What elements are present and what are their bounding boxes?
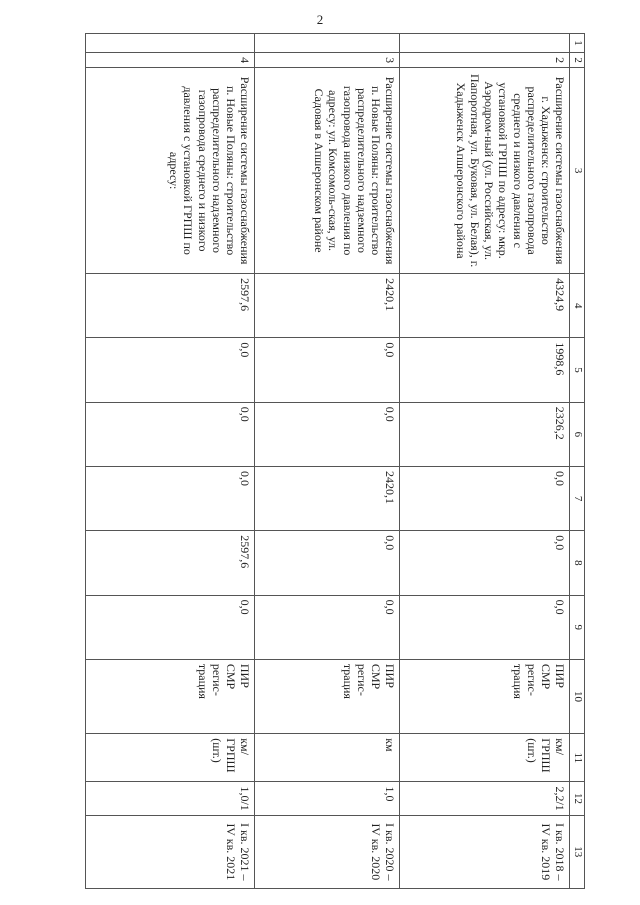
stage-label: регис- — [354, 663, 369, 696]
stage-label: ПИР — [553, 663, 567, 688]
amount-2019: 0,0 — [86, 402, 255, 466]
amount-2020: 2420,1 — [255, 466, 400, 530]
amount-2021: 0,0 — [255, 531, 400, 595]
implementation-period: I кв. 2020 – IV кв. 2020 — [255, 815, 400, 888]
stage-label: трация — [195, 663, 210, 699]
project-description: Расширение системы газоснабжения г. Хадыженск: строительство распределительного газопровода среднего и низкого давления с установкой ГРПШ по адресу: мкр. Аэродром-ный (ул. Российская, ул. Папоротная, ул. Буковая, ул. Белая), г. Хадыженск Апшеронского района — [400, 68, 570, 274]
implementation-period: I кв. 2021 – IV кв. 2021 — [86, 815, 255, 888]
program-table — [85, 33, 585, 889]
table-row — [86, 34, 255, 889]
amount-2020: 0,0 — [86, 466, 255, 530]
row-number: 2 — [400, 53, 570, 68]
unit-of-measure: км — [255, 734, 400, 782]
amount-2022: 0,0 — [400, 595, 570, 659]
stage-label: трация — [510, 663, 525, 699]
project-description: Расширение системы газоснабжения п. Новые Поляны: строительство распределительного надземного газопровода среднего и низкого давления с установкой ГРПШ по адресу: — [86, 68, 255, 274]
quantity: 1,0/1 — [86, 782, 255, 815]
cell-blank — [86, 34, 255, 53]
unit-of-measure: км/ ГРПШ (шт.) — [86, 734, 255, 782]
amount-2018: 0,0 — [255, 338, 400, 402]
page-number: 2 — [316, 12, 324, 27]
stage-label: регис- — [524, 663, 539, 696]
row-number: 3 — [255, 53, 400, 68]
stage-label: трация — [340, 663, 355, 699]
stage-label: СМР — [538, 663, 553, 690]
project-description: Расширение системы газоснабжения п. Новые Поляны: строительство распределительного надземного газопровода низкого давления по адресу: ул. Комсомоль-ская, ул. Садовая в Апшеронском районе — [255, 68, 400, 274]
table-row — [400, 34, 570, 889]
amount-2022: 0,0 — [86, 595, 255, 659]
amount-2020: 0,0 — [400, 466, 570, 530]
implementation-period: I кв. 2018 – IV кв. 2019 — [400, 815, 570, 888]
work-stages — [86, 659, 255, 733]
cell-blank — [400, 34, 570, 53]
column-number: 3 — [570, 68, 585, 274]
column-number: 13 — [570, 815, 585, 888]
amount-2018: 1998,6 — [400, 338, 570, 402]
rotated-table-frame — [85, 33, 585, 889]
column-number: 8 — [570, 531, 585, 595]
amount-2021: 0,0 — [400, 531, 570, 595]
stage-label: СМР — [368, 663, 383, 690]
column-number: 5 — [570, 338, 585, 402]
stage-label: СМР — [223, 663, 238, 690]
amount-2019: 0,0 — [255, 402, 400, 466]
total-amount: 2420,1 — [255, 274, 400, 338]
row-number: 4 — [86, 53, 255, 68]
column-number: 4 — [570, 274, 585, 338]
unit-of-measure: км/ ГРПШ (шт.) — [400, 734, 570, 782]
column-number: 9 — [570, 595, 585, 659]
column-number: 1 — [570, 34, 585, 53]
amount-2019: 2326,2 — [400, 402, 570, 466]
column-number-row — [570, 34, 585, 889]
work-stages — [255, 659, 400, 733]
column-number: 10 — [570, 659, 585, 733]
stage-label: ПИР — [383, 663, 397, 688]
amount-2022: 0,0 — [255, 595, 400, 659]
total-amount: 2597,6 — [86, 274, 255, 338]
total-amount: 4324,9 — [400, 274, 570, 338]
amount-2018: 0,0 — [86, 338, 255, 402]
table-row — [255, 34, 400, 889]
column-number: 11 — [570, 734, 585, 782]
quantity: 2,2/1 — [400, 782, 570, 815]
work-stages — [400, 659, 570, 733]
column-number: 2 — [570, 53, 585, 68]
stage-label: ПИР — [238, 663, 252, 688]
quantity: 1,0 — [255, 782, 400, 815]
column-number: 7 — [570, 466, 585, 530]
amount-2021: 2597,6 — [86, 531, 255, 595]
cell-blank — [255, 34, 400, 53]
stage-label: регис- — [209, 663, 224, 696]
column-number: 12 — [570, 782, 585, 815]
rotated-page-content — [85, 33, 585, 889]
column-number: 6 — [570, 402, 585, 466]
